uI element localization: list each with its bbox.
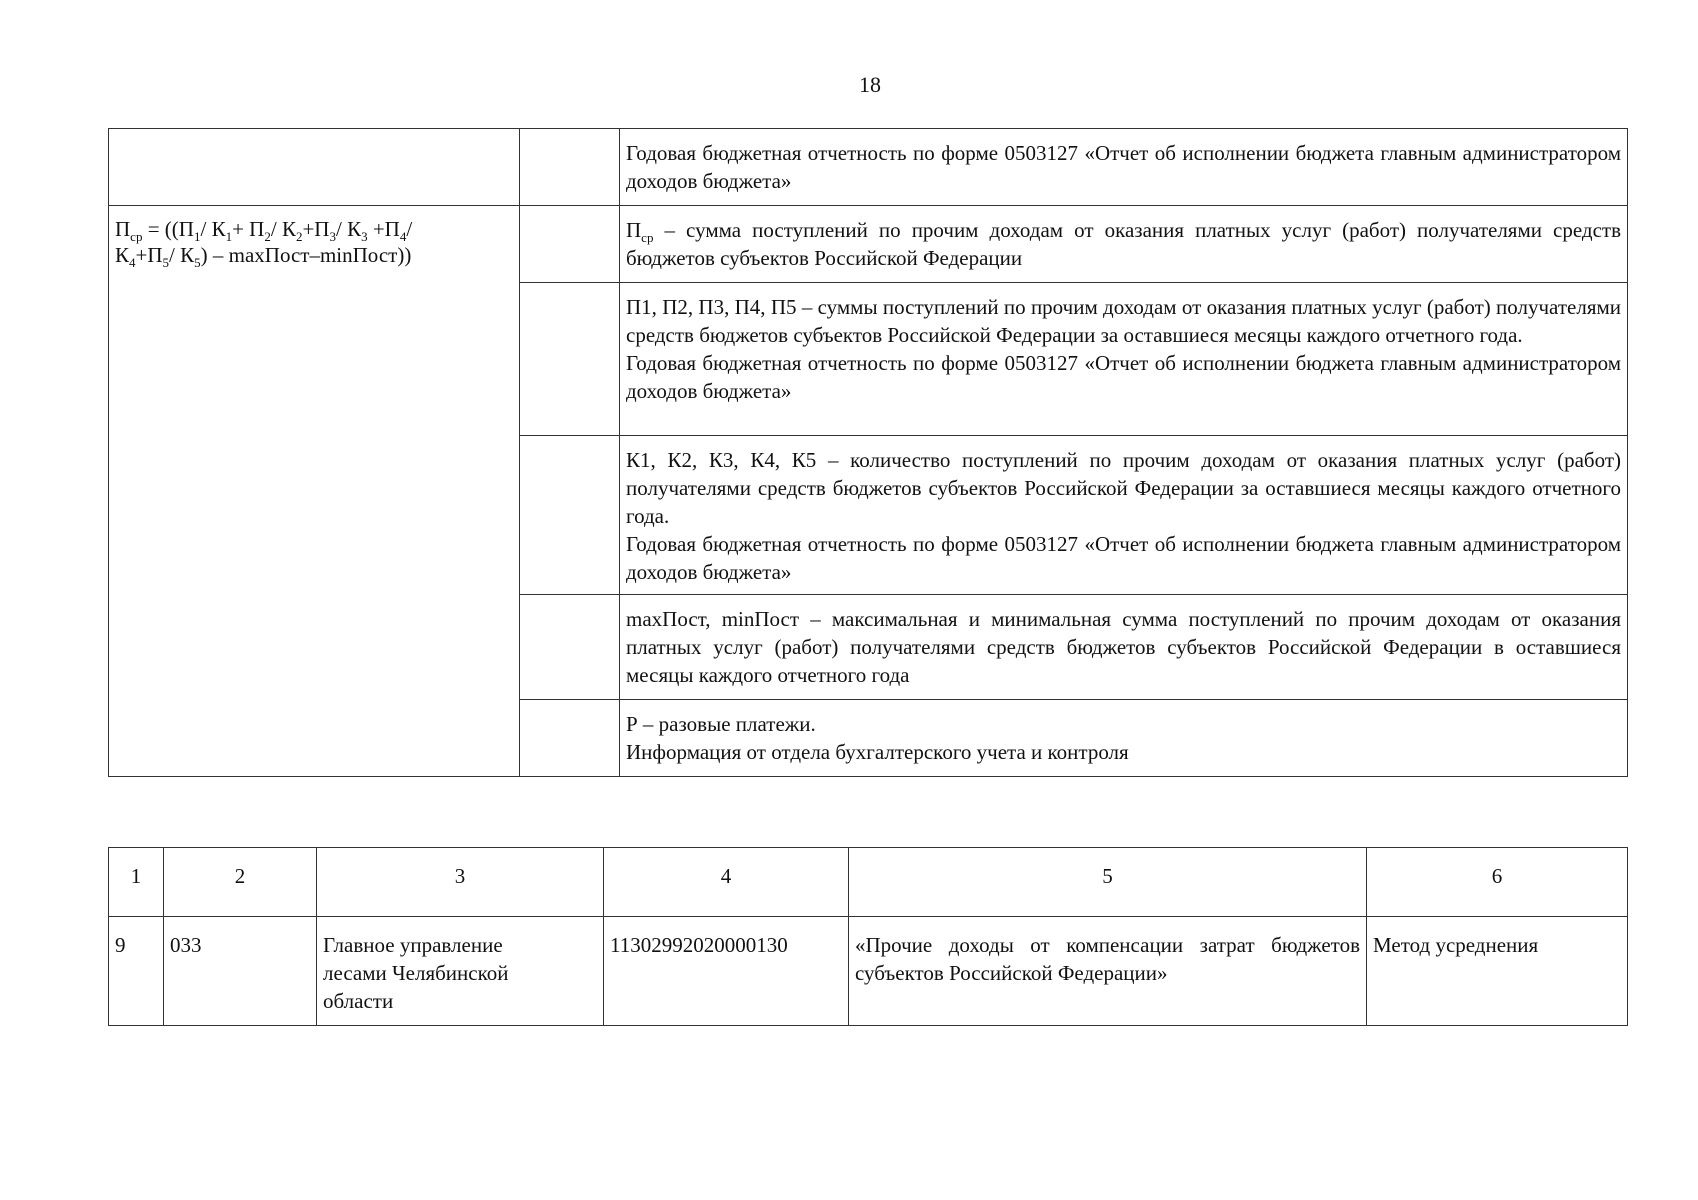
column-header: 5 [849,848,1367,917]
table-row [109,129,1628,206]
one-time-payments-cell: Р – разовые платежи. Информация от отдела бухгалтерского учета и контроля [620,700,1628,777]
k-definition-cell: К1, К2, К3, К4, К5 – количество поступлений по прочим доходам от оказания платных услуг (работ) получателями средств бюджетов субъектов Российской Федерации за оставшиеся месяцы каждого отчетного года. Годовая бюджетная отчетность по форме 0503127 «Отчет об исполнении бюджета главным администратором доходов бюджета» [620,436,1628,595]
administrator-cell: Главное управление лесами Челябинской области [317,917,604,1026]
table-row [109,917,1628,1026]
max-min-definition-cell: maxПост, minПост – максимальная и минимальная сумма поступлений по прочим доходам от оказания платных услуг (работ) получателями средств бюджетов субъектов Российской Федерации в оставшиеся месяцы каждого отчетного года [620,595,1628,700]
column-header: 2 [164,848,317,917]
empty-cell [520,700,620,777]
column-header: 6 [1367,848,1628,917]
calculation-table [108,128,1628,777]
source-cell: Годовая бюджетная отчетность по форме 0503127 «Отчет об исполнении бюджета главным администратором доходов бюджета» [620,129,1628,206]
row-number-cell: 9 [109,917,164,1026]
method-cell: Метод усреднения [1367,917,1628,1026]
page-number: 18 [859,72,881,97]
revenue-table [108,847,1628,1026]
psr-definition-cell: $П_{ср}$ – сумма поступлений по прочим доходам от оказания платных услуг (работ) получателями средств бюджетов субъектов Российской Федерации [620,206,1628,283]
empty-cell [109,129,520,206]
empty-cell [520,436,620,595]
empty-cell [520,206,620,283]
column-header: 4 [604,848,849,917]
column-header: 1 [109,848,164,917]
table-header-row [109,848,1628,917]
p-definition-cell: П1, П2, П3, П4, П5 – суммы поступлений по прочим доходам от оказания платных услуг (работ) получателями средств бюджетов субъектов Российской Федерации за оставшиеся месяцы каждого отчетного года. Годовая бюджетная отчетность по форме 0503127 «Отчет об исполнении бюджета главным администратором доходов бюджета» [620,283,1628,436]
column-header: 3 [317,848,604,917]
code-cell: 033 [164,917,317,1026]
kbk-cell: 11302992020000130 [604,917,849,1026]
empty-cell [520,283,620,436]
revenue-name-cell: «Прочие доходы от компенсации затрат бюджетов субъектов Российской Федерации» [849,917,1367,1026]
formula-cell: $П_{ср} = ((П_1/$ $К_1+ П_2/$ $К_2+П_3/$ $К_3 +П_4/$ $К_4+П_5/$ $К_5$) – maxПост–minПост)) [109,206,520,777]
empty-cell [520,595,620,700]
table-row [109,206,1628,283]
empty-cell [520,129,620,206]
